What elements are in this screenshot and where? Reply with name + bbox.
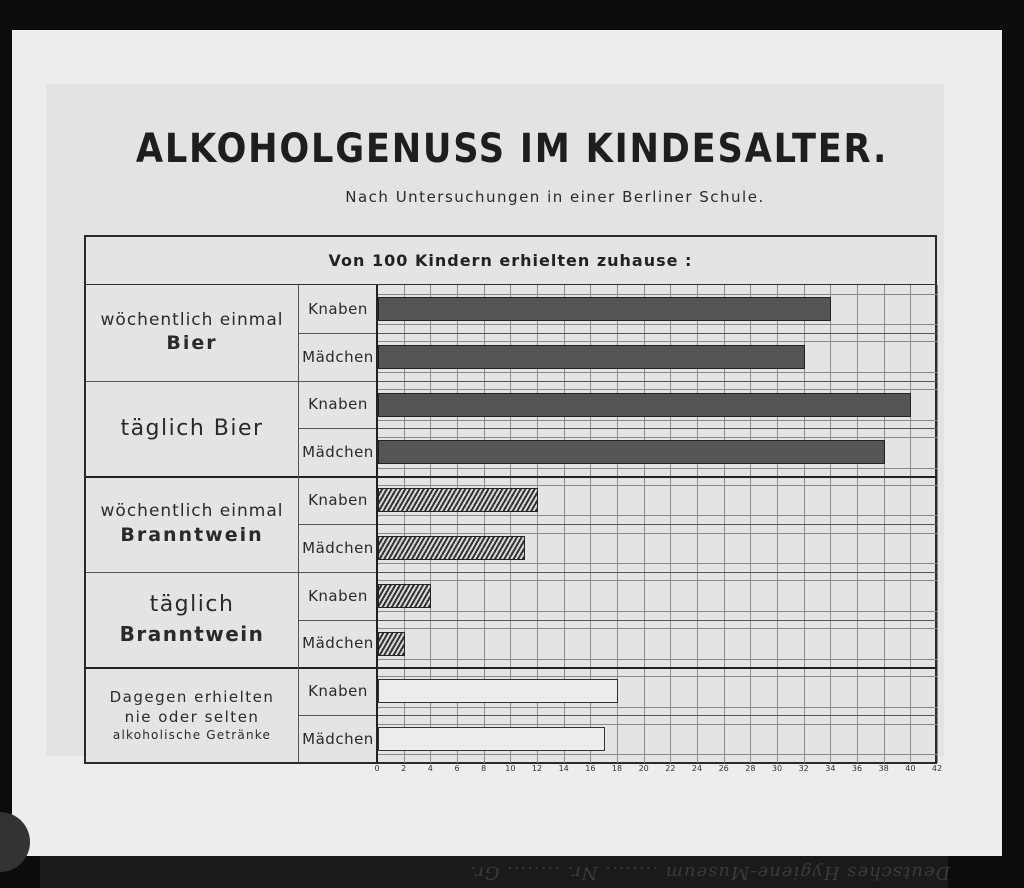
mirrored-label: Deutsches Hygiene-Museum ........ Nr. ........ Gr. <box>469 862 950 883</box>
category-label <box>86 381 298 477</box>
grid-line-horizontal <box>377 341 937 342</box>
x-tick-label: 24 <box>691 764 703 773</box>
bar-maedchen <box>378 536 525 560</box>
x-tick-label: 38 <box>878 764 889 773</box>
row-divider <box>299 620 937 621</box>
sub-label-girls: Mädchen <box>302 634 374 653</box>
grid-line-horizontal <box>377 724 937 725</box>
sub-label-girls: Mädchen <box>302 730 374 749</box>
chart-subtitle: Nach Untersuchungen in einer Berliner Schule. <box>345 188 765 206</box>
table-header: Von 100 Kindern erhielten zuhause : <box>84 236 937 285</box>
bar-knaben <box>378 584 431 608</box>
category-label-line1: wöchentlich einmal <box>100 309 284 330</box>
grid-line-horizontal <box>377 754 937 755</box>
grid-line-horizontal <box>377 676 937 677</box>
x-tick-label: 36 <box>851 764 863 773</box>
bar-knaben <box>378 297 831 321</box>
x-tick-label: 14 <box>558 764 569 773</box>
category-label <box>86 476 298 572</box>
grid-line-horizontal <box>377 437 937 438</box>
x-tick-label: 2 <box>401 764 407 773</box>
category-label <box>86 572 298 668</box>
x-tick-label: 42 <box>931 764 943 773</box>
x-tick-label: 22 <box>665 764 676 773</box>
category-label-line1: täglich Branntwein <box>119 591 265 646</box>
sub-label-boys: Knaben <box>308 682 368 701</box>
category-label-line1: Dagegen erhielten <box>109 687 275 706</box>
sub-label-boys: Knaben <box>308 491 368 510</box>
category-label-line2: Bier <box>166 332 218 355</box>
category-label-line1: täglich Bier <box>120 415 264 441</box>
grid-line-horizontal <box>377 515 937 516</box>
x-tick-label: 12 <box>531 764 543 773</box>
bar-knaben <box>378 679 618 703</box>
category-label <box>86 667 298 763</box>
grid-line-horizontal <box>377 611 937 612</box>
grid-line-horizontal <box>377 580 937 581</box>
sub-label-girls: Mädchen <box>302 347 374 366</box>
x-tick-label: 18 <box>611 764 623 773</box>
x-tick-label: 4 <box>427 764 433 773</box>
x-tick-label: 26 <box>718 764 729 773</box>
grid-line-horizontal <box>377 707 937 708</box>
row-divider <box>299 715 937 716</box>
x-tick-label: 0 <box>374 764 380 773</box>
category-label-line1: wöchentlich einmal <box>100 500 284 521</box>
category-label-line3: alkoholische Getränke <box>112 728 272 743</box>
row-divider <box>299 428 937 429</box>
sub-label-boys: Knaben <box>308 299 368 318</box>
bar-maedchen <box>378 345 805 369</box>
x-tick-label: 20 <box>638 764 649 773</box>
grid-line-horizontal <box>377 659 937 660</box>
grid-line-horizontal <box>377 563 937 564</box>
x-tick-label: 28 <box>745 764 756 773</box>
category-label-line2: Branntwein <box>120 523 264 546</box>
grid-line-horizontal <box>377 628 937 629</box>
grid-line-horizontal <box>377 420 937 421</box>
sub-label-girls: Mädchen <box>302 538 374 557</box>
grid-line-horizontal <box>377 485 937 486</box>
x-tick-label: 30 <box>771 764 783 773</box>
grid-line-horizontal <box>377 389 937 390</box>
grid-line-vertical <box>937 285 938 763</box>
row-divider <box>299 333 937 334</box>
x-tick-label: 10 <box>505 764 516 773</box>
sub-label-girls: Mädchen <box>302 443 374 462</box>
row-divider <box>299 524 937 525</box>
bar-maedchen <box>378 727 605 751</box>
sub-label-boys: Knaben <box>308 586 368 605</box>
x-tick-label: 8 <box>481 764 487 773</box>
x-tick-label: 40 <box>905 764 916 773</box>
bar-maedchen <box>378 440 885 464</box>
grid-line-horizontal <box>377 324 937 325</box>
sub-label-boys: Knaben <box>308 395 368 414</box>
x-tick-label: 34 <box>825 764 836 773</box>
chart-title: ALKOHOLGENUSS IM KINDESALTER. <box>135 126 889 172</box>
bar-maedchen <box>378 632 405 656</box>
category-label <box>86 285 298 381</box>
x-tick-label: 16 <box>585 764 596 773</box>
grid-line-horizontal <box>377 294 937 295</box>
x-tick-label: 32 <box>798 764 809 773</box>
category-label-line2: nie oder selten <box>124 708 260 727</box>
bar-knaben <box>378 393 911 417</box>
grid-line-horizontal <box>377 468 937 469</box>
grid-line-horizontal <box>377 372 937 373</box>
grid-line-horizontal <box>377 533 937 534</box>
x-tick-label: 6 <box>454 764 460 773</box>
bar-knaben <box>378 488 538 512</box>
